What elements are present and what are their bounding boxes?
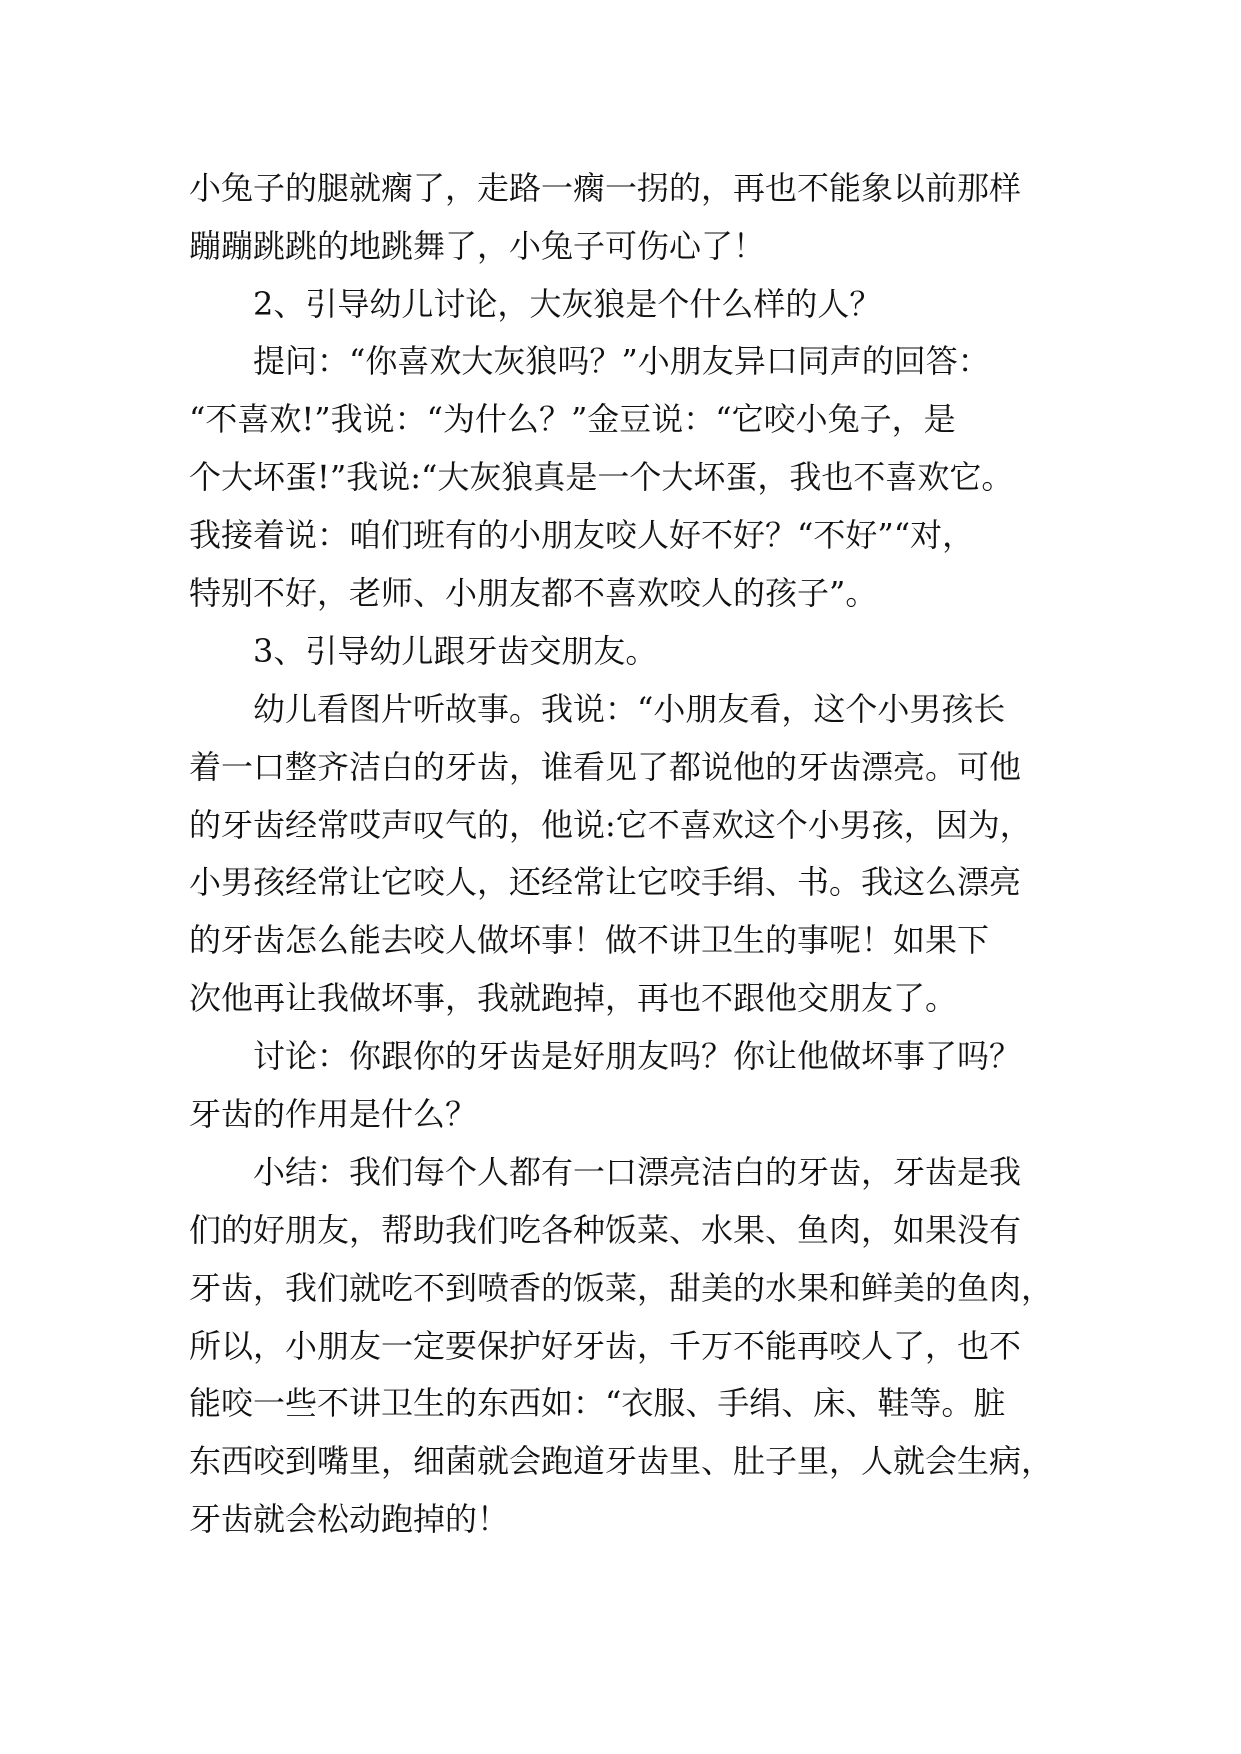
text-line: 提问：“你喜欢大灰狼吗？”小朋友异口同声的回答：	[253, 342, 990, 380]
text-line: 讨论：你跟你的牙齿是好朋友吗？你让他做坏事了吗？	[253, 1037, 1022, 1075]
text-line: 小男孩经常让它咬人，还经常让它咬手绢、书。我这么漂亮	[189, 863, 1022, 901]
text-line: 幼儿看图片听故事。我说：“小朋友看，这个小男孩长	[253, 690, 1006, 728]
text-line: 牙齿就会松动跑掉的！	[189, 1500, 510, 1538]
section-heading: 2、引导幼儿讨论，大灰狼是个什么样的人？	[253, 285, 882, 323]
text-line: 蹦蹦跳跳的地跳舞了，小兔子可伤心了！	[189, 227, 766, 265]
text-line: 能咬一些不讲卫生的东西如：“衣服、手绢、床、鞋等。脏	[189, 1384, 1006, 1422]
text-line: 的牙齿经常哎声叹气的，他说:它不喜欢这个小男孩，因为，	[189, 806, 1032, 844]
text-line: 们的好朋友，帮助我们吃各种饭菜、水果、鱼肉，如果没有	[189, 1211, 1022, 1249]
text-line: 我接着说：咱们班有的小朋友咬人好不好？“不好”“对，	[189, 516, 975, 554]
text-line: 的牙齿怎么能去咬人做坏事！做不讲卫生的事呢！如果下	[189, 921, 990, 959]
text-line: 小兔子的腿就瘸了，走路一瘸一拐的，再也不能象以前那样	[189, 169, 1022, 207]
text-line: 东西咬到嘴里，细菌就会跑道牙齿里、肚子里，人就会生病，	[189, 1442, 1054, 1480]
text-line: “不喜欢!”我说：“为什么？”金豆说：“它咬小兔子，是	[189, 400, 956, 438]
text-line: 牙齿，我们就吃不到喷香的饭菜，甜美的水果和鲜美的鱼肉，	[189, 1269, 1054, 1307]
text-line: 所以，小朋友一定要保护好牙齿，千万不能再咬人了，也不	[189, 1327, 1022, 1365]
text-line: 个大坏蛋!”我说:“大灰狼真是一个大坏蛋，我也不喜欢它。	[189, 458, 1014, 496]
text-line: 牙齿的作用是什么？	[189, 1095, 478, 1133]
text-line: 着一口整齐洁白的牙齿，谁看见了都说他的牙齿漂亮。可他	[189, 748, 1022, 786]
text-line: 小结：我们每个人都有一口漂亮洁白的牙齿，牙齿是我	[253, 1153, 1022, 1191]
section-heading: 3、引导幼儿跟牙齿交朋友。	[253, 632, 658, 670]
text-line: 次他再让我做坏事，我就跑掉，再也不跟他交朋友了。	[189, 979, 958, 1017]
text-line: 特别不好，老师、小朋友都不喜欢咬人的孩子”。	[189, 574, 878, 612]
